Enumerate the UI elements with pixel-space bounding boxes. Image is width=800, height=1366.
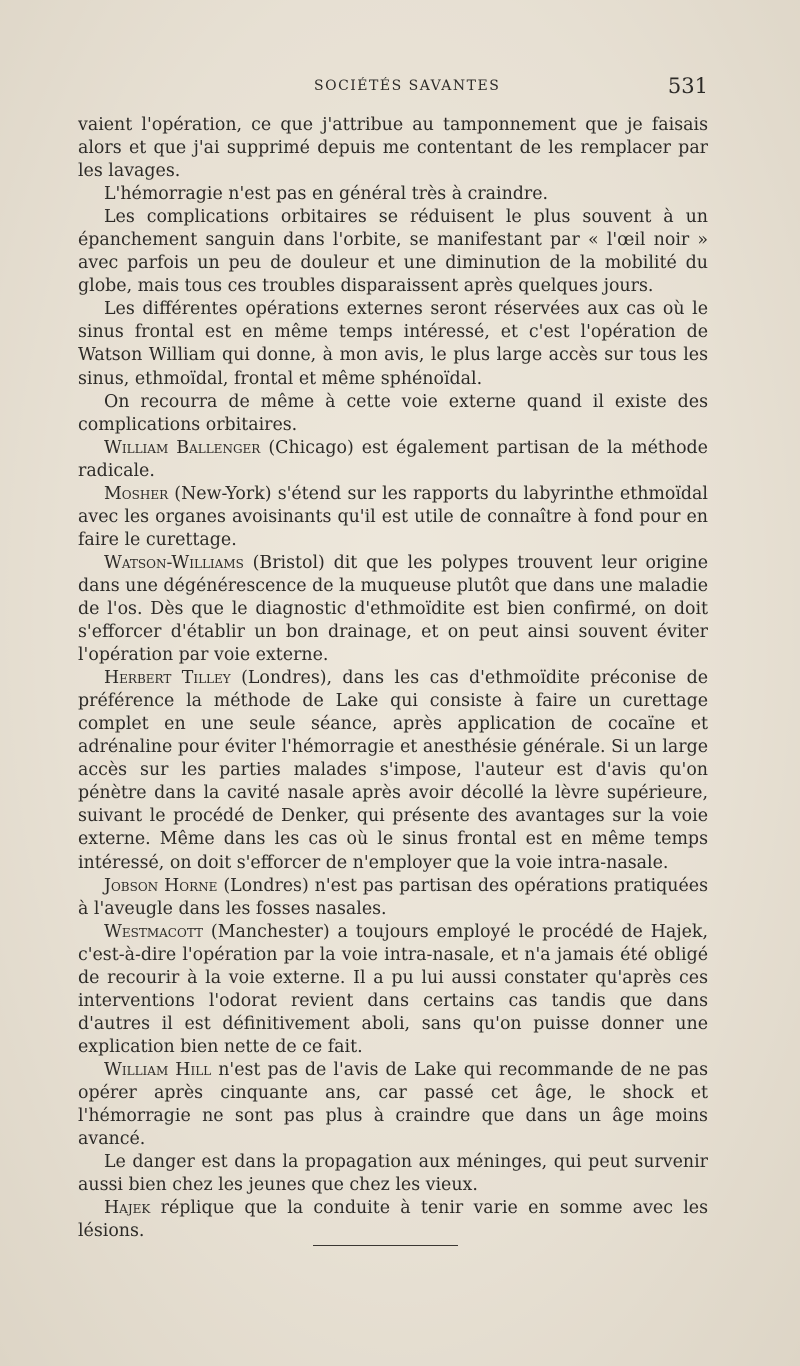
paragraph: Herbert Tilley (Londres), dans les cas d'ethmoïdite préconise de préférence la méthode de Lake qui consiste à faire un curettage complet en une seule séance, après application de cocaïne et adrénaline pour éviter l'hémorragie et anesthésie générale. Si un large accès sur les parties malades s'impose, l'auteur est d'avis qu'on pénètre dans la cavité nasale après avoir décollé la lèvre supérieure, suivant le procédé de Denker, qui présente des avantages sur la voie externe. Même dans les cas où le sinus frontal est en même temps intéressé, on doit s'efforcer de n'employer que la voie intra-nasale. <box>78 668 708 873</box>
author-name: Herbert Tilley <box>104 668 231 689</box>
paragraph: Westmacott (Manchester) a toujours employé le procédé de Hajek, c'est-à-dire l'opération par la voie intra-nasale, et n'a jamais été obligé de recourir à la voie externe. Il a pu lui aussi constater qu'après ces interventions l'odorat revient dans certains cas tandis que dans d'autres il est définitivement aboli, sans qu'on puisse donner une explication bien nette de ce fait. <box>78 921 708 1057</box>
running-title: SOCIÉTÉS SAVANTES <box>314 78 501 94</box>
paragraph: Hajek réplique que la conduite à tenir varie en somme avec les lésions. <box>78 1198 708 1242</box>
page-number: 531 <box>667 74 708 98</box>
paragraph: Jobson Horne (Londres) n'est pas partisan des opérations pratiquées à l'aveugle dans les fosses nasales. <box>78 875 709 919</box>
section-divider <box>313 1245 458 1246</box>
paragraph: William Ballenger (Chicago) est également partisan de la méthode radicale. <box>78 437 708 481</box>
author-name: William Hill <box>104 1059 212 1080</box>
author-name: Mosher <box>104 483 169 504</box>
author-name: Westmacott <box>104 921 204 942</box>
paragraph: vaient l'opération, ce que j'attribue au tamponnement que je faisais alors et que j'ai supprimé depuis me contentant de les remplacer par les lavages. <box>78 115 708 182</box>
paragraph: Les différentes opérations externes seront réservées aux cas où le sinus frontal est en même temps intéressé, et c'est l'opération de Watson William qui donne, à mon avis, le plus large accès sur tous les sinus, ethmoïdal, frontal et même sphénoïdal. <box>78 299 708 389</box>
paragraph: William Hill n'est pas de l'avis de Lake qui recommande de ne pas opérer après cinquante ans, car passé cet âge, le shock et l'hémorragie ne sont pas plus à craindre que dans un âge moins avancé. <box>78 1059 709 1150</box>
paragraph: Les complications orbitaires se réduisent le plus souvent à un épanchement sanguin dans l'orbite, se manifestant par « l'œil noir » avec parfois un peu de douleur et une diminution de la mobilité du globe, mais tous ces troubles disparaissent après quelques jours. <box>78 207 708 297</box>
author-name: Hajek <box>104 1198 151 1219</box>
paragraph: Watson-Williams (Bristol) dit que les polypes trouvent leur origine dans une dégénérescence de la muqueuse plutôt que dans une maladie de l'os. Dès que le diagnostic d'ethmoïdite est bien confirmé, on doit s'efforcer d'établir un bon drainage, et on peut ainsi souvent éviter l'opération par voie externe. <box>78 552 708 666</box>
author-name: Watson-Williams <box>104 552 244 573</box>
author-name: William Ballenger <box>104 437 261 458</box>
paragraph: Le danger est dans la propagation aux méninges, qui peut survenir aussi bien chez les jeunes que chez les vieux. <box>78 1152 708 1196</box>
paragraph: Mosher (New-York) s'étend sur les rapports du labyrinthe ethmoïdal avec les organes avoisinants qu'il est utile de connaître à fond pour en faire le curettage. <box>78 483 708 550</box>
paragraph: On recourra de même à cette voie externe quand il existe des complications orbitaires. <box>78 391 708 435</box>
author-name: Jobson Horne <box>104 875 218 896</box>
body-text <box>78 114 708 1243</box>
paragraph: L'hémorragie n'est pas en général très à craindre. <box>104 184 549 205</box>
page-header <box>78 74 708 104</box>
